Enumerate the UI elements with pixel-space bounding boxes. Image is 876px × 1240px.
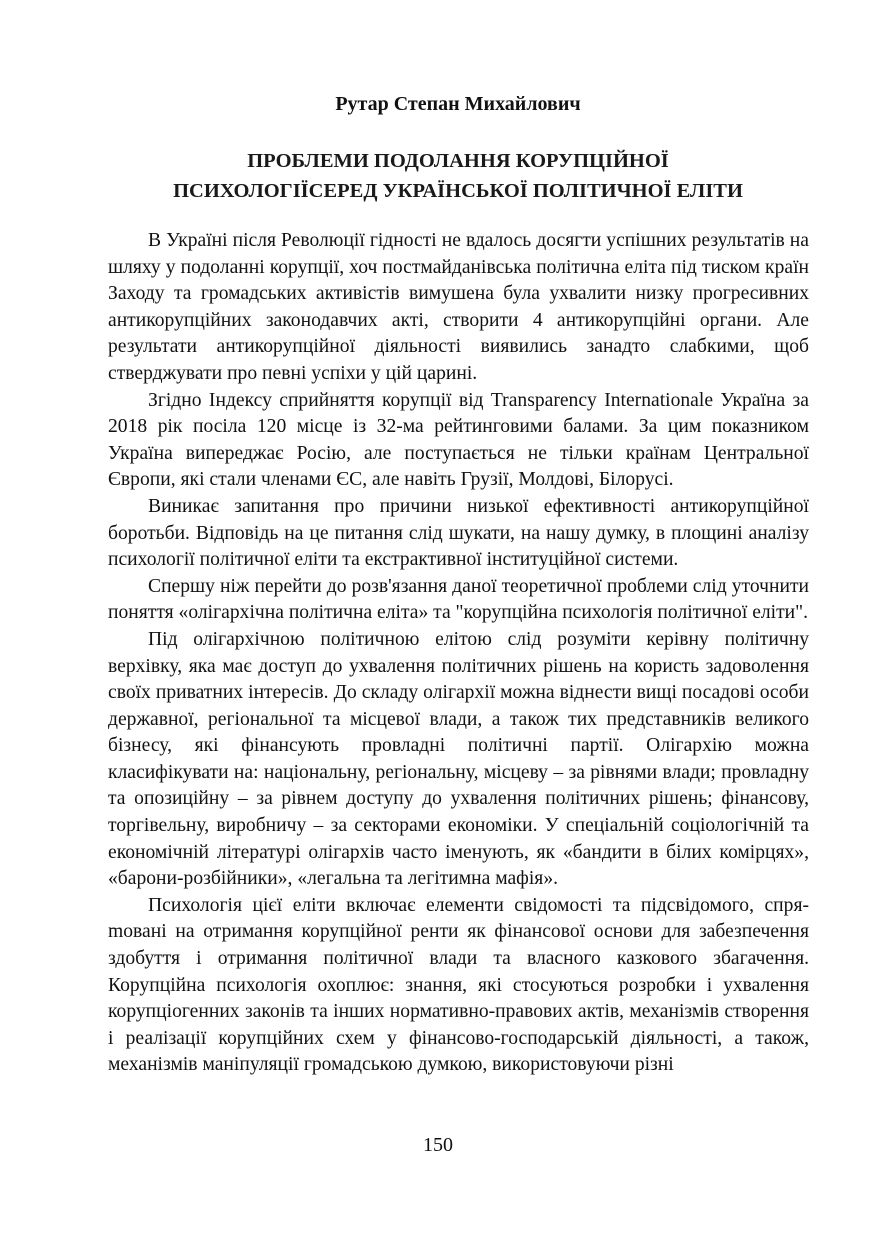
paragraph: Під олігархічною політичною елітою слід розуміти керівну політичну верхівку, яка має доступ до ухвалення політичних рішень на користь задоволення своїх приватних інтересів. До складу олігархії можна віднести вищі посадові особи державної, регіональної та місцевої влади, а також тих представників великого бізнесу, які фінансують провладні політичні партії. Олігархію можна класифікувати на: національну, регіональну, місцеву – за рівнями влади; провладну та опозиційну – за рівнем доступу до ухвалення політичних рішень; фінансову, торгівельну, виробничу – за секторами економіки. У спеціальній соціологічній та економічній літературі олігархів часто іменують, як «бандити в білих комірцях», «барони-розбійники», «легальна та легітимна мафія».: [108, 628, 809, 890]
body-text: [108, 228, 809, 1079]
paragraph: В Україні після Революції гідності не вдалось досягти успішних результатів на шляху у подоланні корупції, хоч постмайданівська політична еліта під тиском країн Заходу та громадських активістів вимушена була ухвалити низку прогресивних антикорупційних законодавчих акті, створити 4 антикорупційні органи. Але результати антикорупційної діяльності виявились занадто слабкими, щоб стверджувати про певні успіхи у цій царині.: [108, 230, 809, 384]
paragraph: Виникає запитання про причини низької ефективності антикорупційної боротьби. Відповідь на це питання слід шукати, на нашу думку, в площині аналізу психології політичної еліти та екстрактивної інституційної системи.: [108, 495, 809, 571]
page-number: 150: [423, 1134, 453, 1156]
paragraph: Психологія цієї еліти включає елементи свідомості та підсвідомого, спряmовані на отримання корупційної ренти як фінансової основи для забезпечення здобуття і отримання політичної влади та власного казкового збагачення. Корупційна психологія охоплює: знання, які стосуються розробки і ухвалення корупціогенних законів та інших нормативно-правових актів, механізмів створення і реалізації корупційних схем у фінансово-господарській діяльності, а також, механізмів маніпуляції громадською думкою, використовуючи різні: [108, 894, 809, 1076]
paper-title-line-2: ПСИХОЛОГІЇСЕРЕД УКРАЇНСЬКОЇ ПОЛІТИЧНОЇ ЕЛІТИ: [173, 180, 743, 202]
paper-title: [108, 146, 808, 206]
paragraph: Згідно Індексу сприйняття корупції від Transparency Internationale Україна за 2018 рік посіла 120 місце із 32-ма рейтинговими балами. За цим показником Україна випереджає Росію, але поступається не тільки країнам Центральної Європи, які стали членами ЄС, але навіть Грузії, Молдові, Білорусі.: [108, 389, 809, 491]
paper-title-line-1: ПРОБЛЕМИ ПОДОЛАННЯ КОРУПЦІЙНОЇ: [247, 150, 669, 172]
paragraph: Спершу ніж перейти до розв'язання даної теоретичної проблеми слід уточнити поняття «олігархічна політична еліта» та "корупційна психологія політичної еліти".: [108, 575, 809, 624]
author-name: Рутар Степан Михайлович: [335, 93, 581, 115]
